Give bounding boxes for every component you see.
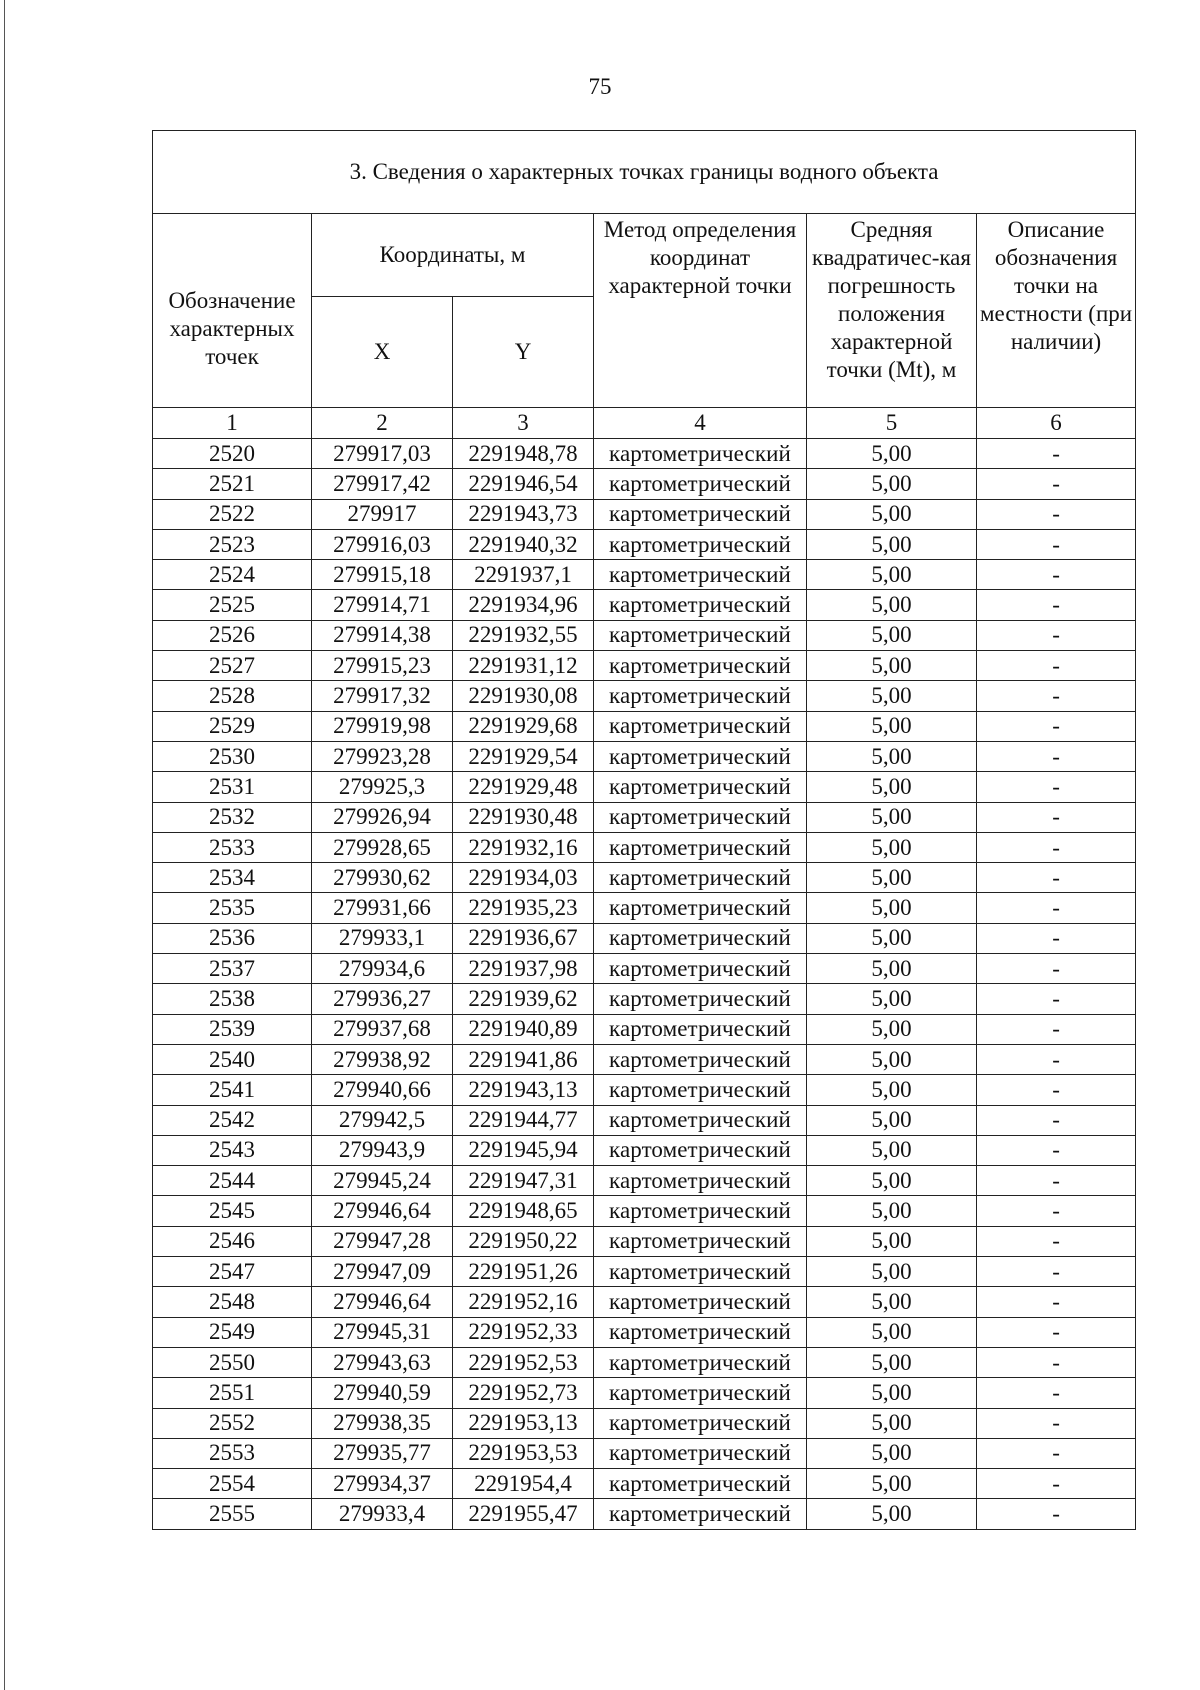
- table-row: [153, 681, 1136, 711]
- description-cell: -: [977, 651, 1136, 681]
- description-cell: -: [977, 1408, 1136, 1438]
- method-cell: картометрический: [594, 1135, 807, 1165]
- x-coord-cell: 279914,38: [312, 620, 453, 650]
- x-coord-cell: 279914,71: [312, 590, 453, 620]
- table-row: [153, 772, 1136, 802]
- x-coord-cell: 279917,32: [312, 681, 453, 711]
- y-coord-cell: 2291946,54: [453, 469, 594, 499]
- method-cell: картометрический: [594, 711, 807, 741]
- description-cell: -: [977, 741, 1136, 771]
- description-cell: -: [977, 832, 1136, 862]
- rms-error-cell: 5,00: [807, 1287, 977, 1317]
- rms-error-cell: 5,00: [807, 741, 977, 771]
- description-cell: -: [977, 499, 1136, 529]
- x-coord-cell: 279945,24: [312, 1166, 453, 1196]
- y-coord-cell: 2291948,78: [453, 439, 594, 469]
- rms-error-cell: 5,00: [807, 1317, 977, 1347]
- y-coord-cell: 2291934,03: [453, 863, 594, 893]
- point-id-cell: 2540: [153, 1044, 312, 1074]
- description-cell: -: [977, 1135, 1136, 1165]
- point-id-cell: 2533: [153, 832, 312, 862]
- x-coord-cell: 279943,9: [312, 1135, 453, 1165]
- y-coord-cell: 2291937,98: [453, 954, 594, 984]
- rms-error-cell: 5,00: [807, 651, 977, 681]
- point-id-cell: 2545: [153, 1196, 312, 1226]
- x-coord-cell: 279931,66: [312, 893, 453, 923]
- point-id-cell: 2542: [153, 1105, 312, 1135]
- rms-error-cell: 5,00: [807, 560, 977, 590]
- column-number: 5: [807, 408, 977, 439]
- x-coord-cell: 279946,64: [312, 1287, 453, 1317]
- x-coord-cell: 279933,4: [312, 1499, 453, 1529]
- rms-error-cell: 5,00: [807, 1499, 977, 1529]
- column-number: 1: [153, 408, 312, 439]
- y-coord-cell: 2291939,62: [453, 984, 594, 1014]
- point-id-cell: 2534: [153, 863, 312, 893]
- rms-error-cell: 5,00: [807, 529, 977, 559]
- y-coord-cell: 2291930,08: [453, 681, 594, 711]
- rms-error-cell: 5,00: [807, 1226, 977, 1256]
- rms-error-cell: 5,00: [807, 1438, 977, 1468]
- description-cell: -: [977, 772, 1136, 802]
- description-cell: -: [977, 1499, 1136, 1529]
- y-coord-cell: 2291934,96: [453, 590, 594, 620]
- table-row: [153, 954, 1136, 984]
- x-coord-cell: 279934,6: [312, 954, 453, 984]
- method-cell: картометрический: [594, 439, 807, 469]
- method-cell: картометрический: [594, 1075, 807, 1105]
- y-coord-cell: 2291955,47: [453, 1499, 594, 1529]
- description-cell: -: [977, 893, 1136, 923]
- point-id-cell: 2521: [153, 469, 312, 499]
- page-number: 75: [588, 74, 612, 99]
- y-coord-cell: 2291931,12: [453, 651, 594, 681]
- header-y: Y: [453, 297, 594, 408]
- x-coord-cell: 279943,63: [312, 1347, 453, 1377]
- header-point: Обозначение характерных точек: [153, 214, 312, 408]
- method-cell: картометрический: [594, 741, 807, 771]
- y-coord-cell: 2291929,48: [453, 772, 594, 802]
- rms-error-cell: 5,00: [807, 620, 977, 650]
- rms-error-cell: 5,00: [807, 590, 977, 620]
- table-row: [153, 1347, 1136, 1377]
- table-row: [153, 439, 1136, 469]
- x-coord-cell: 279947,28: [312, 1226, 453, 1256]
- method-cell: картометрический: [594, 1438, 807, 1468]
- method-cell: картометрический: [594, 984, 807, 1014]
- x-coord-cell: 279946,64: [312, 1196, 453, 1226]
- description-cell: -: [977, 1438, 1136, 1468]
- table-row: [153, 741, 1136, 771]
- method-cell: картометрический: [594, 1287, 807, 1317]
- rms-error-cell: 5,00: [807, 1408, 977, 1438]
- table-row: [153, 1257, 1136, 1287]
- point-id-cell: 2535: [153, 893, 312, 923]
- point-id-cell: 2528: [153, 681, 312, 711]
- rms-error-cell: 5,00: [807, 1347, 977, 1377]
- description-cell: -: [977, 1044, 1136, 1074]
- method-cell: картометрический: [594, 1257, 807, 1287]
- point-id-cell: 2547: [153, 1257, 312, 1287]
- y-coord-cell: 2291943,13: [453, 1075, 594, 1105]
- column-number: 4: [594, 408, 807, 439]
- x-coord-cell: 279945,31: [312, 1317, 453, 1347]
- description-cell: -: [977, 1287, 1136, 1317]
- y-coord-cell: 2291937,1: [453, 560, 594, 590]
- method-cell: картометрический: [594, 1105, 807, 1135]
- y-coord-cell: 2291932,16: [453, 832, 594, 862]
- method-cell: картометрический: [594, 954, 807, 984]
- rms-error-cell: 5,00: [807, 802, 977, 832]
- y-coord-cell: 2291941,86: [453, 1044, 594, 1074]
- method-cell: картометрический: [594, 832, 807, 862]
- y-coord-cell: 2291940,89: [453, 1014, 594, 1044]
- rms-error-cell: 5,00: [807, 923, 977, 953]
- column-number: 3: [453, 408, 594, 439]
- y-coord-cell: 2291943,73: [453, 499, 594, 529]
- table-row: [153, 1287, 1136, 1317]
- y-coord-cell: 2291952,16: [453, 1287, 594, 1317]
- point-id-cell: 2522: [153, 499, 312, 529]
- description-cell: -: [977, 954, 1136, 984]
- point-id-cell: 2554: [153, 1469, 312, 1499]
- rms-error-cell: 5,00: [807, 1166, 977, 1196]
- rms-error-cell: 5,00: [807, 1014, 977, 1044]
- point-id-cell: 2541: [153, 1075, 312, 1105]
- y-coord-cell: 2291953,53: [453, 1438, 594, 1468]
- table-row: [153, 1196, 1136, 1226]
- point-id-cell: 2537: [153, 954, 312, 984]
- header-desc: Описание обозначения точки на местности (при наличии): [977, 214, 1136, 408]
- column-number: 2: [312, 408, 453, 439]
- description-cell: -: [977, 863, 1136, 893]
- method-cell: картометрический: [594, 802, 807, 832]
- point-id-cell: 2543: [153, 1135, 312, 1165]
- y-coord-cell: 2291951,26: [453, 1257, 594, 1287]
- point-id-cell: 2524: [153, 560, 312, 590]
- rms-error-cell: 5,00: [807, 1105, 977, 1135]
- rms-error-cell: 5,00: [807, 832, 977, 862]
- method-cell: картометрический: [594, 1014, 807, 1044]
- point-id-cell: 2551: [153, 1378, 312, 1408]
- method-cell: картометрический: [594, 923, 807, 953]
- method-cell: картометрический: [594, 1347, 807, 1377]
- x-coord-cell: 279917,03: [312, 439, 453, 469]
- rms-error-cell: 5,00: [807, 1469, 977, 1499]
- table-row: [153, 590, 1136, 620]
- point-id-cell: 2548: [153, 1287, 312, 1317]
- point-id-cell: 2550: [153, 1347, 312, 1377]
- rms-error-cell: 5,00: [807, 1135, 977, 1165]
- y-coord-cell: 2291952,53: [453, 1347, 594, 1377]
- method-cell: картометрический: [594, 590, 807, 620]
- point-id-cell: 2531: [153, 772, 312, 802]
- description-cell: -: [977, 802, 1136, 832]
- method-cell: картометрический: [594, 1499, 807, 1529]
- table-row: [153, 1044, 1136, 1074]
- point-id-cell: 2520: [153, 439, 312, 469]
- point-id-cell: 2525: [153, 590, 312, 620]
- table-row: [153, 1075, 1136, 1105]
- method-cell: картометрический: [594, 772, 807, 802]
- point-id-cell: 2523: [153, 529, 312, 559]
- description-cell: -: [977, 1347, 1136, 1377]
- method-cell: картометрический: [594, 1469, 807, 1499]
- table-row: [153, 560, 1136, 590]
- description-cell: -: [977, 469, 1136, 499]
- table-row: [153, 1469, 1136, 1499]
- description-cell: -: [977, 560, 1136, 590]
- table-row: [153, 620, 1136, 650]
- rms-error-cell: 5,00: [807, 469, 977, 499]
- header-coords: Координаты, м: [312, 214, 594, 297]
- table-row: [153, 1135, 1136, 1165]
- y-coord-cell: 2291929,68: [453, 711, 594, 741]
- rms-error-cell: 5,00: [807, 772, 977, 802]
- y-coord-cell: 2291929,54: [453, 741, 594, 771]
- x-coord-cell: 279940,59: [312, 1378, 453, 1408]
- rms-error-cell: 5,00: [807, 1257, 977, 1287]
- point-id-cell: 2549: [153, 1317, 312, 1347]
- y-coord-cell: 2291930,48: [453, 802, 594, 832]
- description-cell: -: [977, 529, 1136, 559]
- method-cell: картометрический: [594, 651, 807, 681]
- x-coord-cell: 279926,94: [312, 802, 453, 832]
- method-cell: картометрический: [594, 1378, 807, 1408]
- rms-error-cell: 5,00: [807, 499, 977, 529]
- point-id-cell: 2552: [153, 1408, 312, 1438]
- description-cell: -: [977, 681, 1136, 711]
- y-coord-cell: 2291953,13: [453, 1408, 594, 1438]
- table-row: [153, 1408, 1136, 1438]
- x-coord-cell: 279937,68: [312, 1014, 453, 1044]
- x-coord-cell: 279935,77: [312, 1438, 453, 1468]
- x-coord-cell: 279938,92: [312, 1044, 453, 1074]
- method-cell: картометрический: [594, 1044, 807, 1074]
- method-cell: картометрический: [594, 1408, 807, 1438]
- method-cell: картометрический: [594, 863, 807, 893]
- table-row: [153, 1014, 1136, 1044]
- table-row: [153, 802, 1136, 832]
- description-cell: -: [977, 711, 1136, 741]
- y-coord-cell: 2291940,32: [453, 529, 594, 559]
- point-id-cell: 2538: [153, 984, 312, 1014]
- x-coord-cell: 279934,37: [312, 1469, 453, 1499]
- y-coord-cell: 2291935,23: [453, 893, 594, 923]
- table-row: [153, 984, 1136, 1014]
- header-method: Метод определения координат характерной точки: [594, 214, 807, 408]
- description-cell: -: [977, 1075, 1136, 1105]
- description-cell: -: [977, 1469, 1136, 1499]
- scan-edge: [4, 0, 5, 1690]
- point-id-cell: 2526: [153, 620, 312, 650]
- method-cell: картометрический: [594, 1317, 807, 1347]
- table-row: [153, 1226, 1136, 1256]
- description-cell: -: [977, 1105, 1136, 1135]
- description-cell: -: [977, 1378, 1136, 1408]
- x-coord-cell: 279919,98: [312, 711, 453, 741]
- description-cell: -: [977, 1226, 1136, 1256]
- x-coord-cell: 279923,28: [312, 741, 453, 771]
- rms-error-cell: 5,00: [807, 711, 977, 741]
- rms-error-cell: 5,00: [807, 439, 977, 469]
- table-row: [153, 1378, 1136, 1408]
- description-cell: -: [977, 1317, 1136, 1347]
- x-coord-cell: 279936,27: [312, 984, 453, 1014]
- y-coord-cell: 2291936,67: [453, 923, 594, 953]
- description-cell: -: [977, 1257, 1136, 1287]
- column-number: 6: [977, 408, 1136, 439]
- description-cell: -: [977, 1166, 1136, 1196]
- y-coord-cell: 2291948,65: [453, 1196, 594, 1226]
- table-row: [153, 469, 1136, 499]
- table-row: [153, 832, 1136, 862]
- method-cell: картометрический: [594, 620, 807, 650]
- method-cell: картометрический: [594, 529, 807, 559]
- y-coord-cell: 2291952,73: [453, 1378, 594, 1408]
- x-coord-cell: 279925,3: [312, 772, 453, 802]
- table-row: [153, 711, 1136, 741]
- point-id-cell: 2546: [153, 1226, 312, 1256]
- description-cell: -: [977, 1014, 1136, 1044]
- rms-error-cell: 5,00: [807, 681, 977, 711]
- table-row: [153, 1105, 1136, 1135]
- table-row: [153, 893, 1136, 923]
- description-cell: -: [977, 923, 1136, 953]
- header-rms: Средняя квадратичес-кая погрешность положения характерной точки (Mt), м: [807, 214, 977, 408]
- point-id-cell: 2532: [153, 802, 312, 832]
- method-cell: картометрический: [594, 893, 807, 923]
- y-coord-cell: 2291944,77: [453, 1105, 594, 1135]
- y-coord-cell: 2291954,4: [453, 1469, 594, 1499]
- rms-error-cell: 5,00: [807, 984, 977, 1014]
- table-row: [153, 923, 1136, 953]
- column-number-row: [153, 408, 1136, 439]
- x-coord-cell: 279916,03: [312, 529, 453, 559]
- table-row: [153, 863, 1136, 893]
- point-id-cell: 2536: [153, 923, 312, 953]
- description-cell: -: [977, 620, 1136, 650]
- point-id-cell: 2539: [153, 1014, 312, 1044]
- table-title: 3. Сведения о характерных точках границы водного объекта: [153, 131, 1136, 214]
- rms-error-cell: 5,00: [807, 1075, 977, 1105]
- method-cell: картометрический: [594, 1166, 807, 1196]
- x-coord-cell: 279917: [312, 499, 453, 529]
- x-coord-cell: 279930,62: [312, 863, 453, 893]
- x-coord-cell: 279928,65: [312, 832, 453, 862]
- x-coord-cell: 279942,5: [312, 1105, 453, 1135]
- header-x: X: [312, 297, 453, 408]
- x-coord-cell: 279917,42: [312, 469, 453, 499]
- rms-error-cell: 5,00: [807, 954, 977, 984]
- table-row: [153, 499, 1136, 529]
- point-id-cell: 2555: [153, 1499, 312, 1529]
- method-cell: картометрический: [594, 1226, 807, 1256]
- method-cell: картометрический: [594, 469, 807, 499]
- point-id-cell: 2544: [153, 1166, 312, 1196]
- point-id-cell: 2530: [153, 741, 312, 771]
- method-cell: картометрический: [594, 560, 807, 590]
- table-row: [153, 651, 1136, 681]
- y-coord-cell: 2291932,55: [453, 620, 594, 650]
- y-coord-cell: 2291952,33: [453, 1317, 594, 1347]
- description-cell: -: [977, 1196, 1136, 1226]
- y-coord-cell: 2291950,22: [453, 1226, 594, 1256]
- description-cell: -: [977, 439, 1136, 469]
- rms-error-cell: 5,00: [807, 893, 977, 923]
- x-coord-cell: 279933,1: [312, 923, 453, 953]
- x-coord-cell: 279947,09: [312, 1257, 453, 1287]
- method-cell: картометрический: [594, 499, 807, 529]
- description-cell: -: [977, 984, 1136, 1014]
- description-cell: -: [977, 590, 1136, 620]
- y-coord-cell: 2291947,31: [453, 1166, 594, 1196]
- table-row: [153, 1166, 1136, 1196]
- x-coord-cell: 279938,35: [312, 1408, 453, 1438]
- rms-error-cell: 5,00: [807, 863, 977, 893]
- x-coord-cell: 279940,66: [312, 1075, 453, 1105]
- x-coord-cell: 279915,23: [312, 651, 453, 681]
- rms-error-cell: 5,00: [807, 1044, 977, 1074]
- point-id-cell: 2553: [153, 1438, 312, 1468]
- point-id-cell: 2527: [153, 651, 312, 681]
- table-row: [153, 1438, 1136, 1468]
- method-cell: картометрический: [594, 681, 807, 711]
- y-coord-cell: 2291945,94: [453, 1135, 594, 1165]
- table-row: [153, 529, 1136, 559]
- x-coord-cell: 279915,18: [312, 560, 453, 590]
- rms-error-cell: 5,00: [807, 1378, 977, 1408]
- table-row: [153, 1499, 1136, 1529]
- boundary-points-table: [152, 130, 1136, 1530]
- method-cell: картометрический: [594, 1196, 807, 1226]
- point-id-cell: 2529: [153, 711, 312, 741]
- rms-error-cell: 5,00: [807, 1196, 977, 1226]
- table-row: [153, 1317, 1136, 1347]
